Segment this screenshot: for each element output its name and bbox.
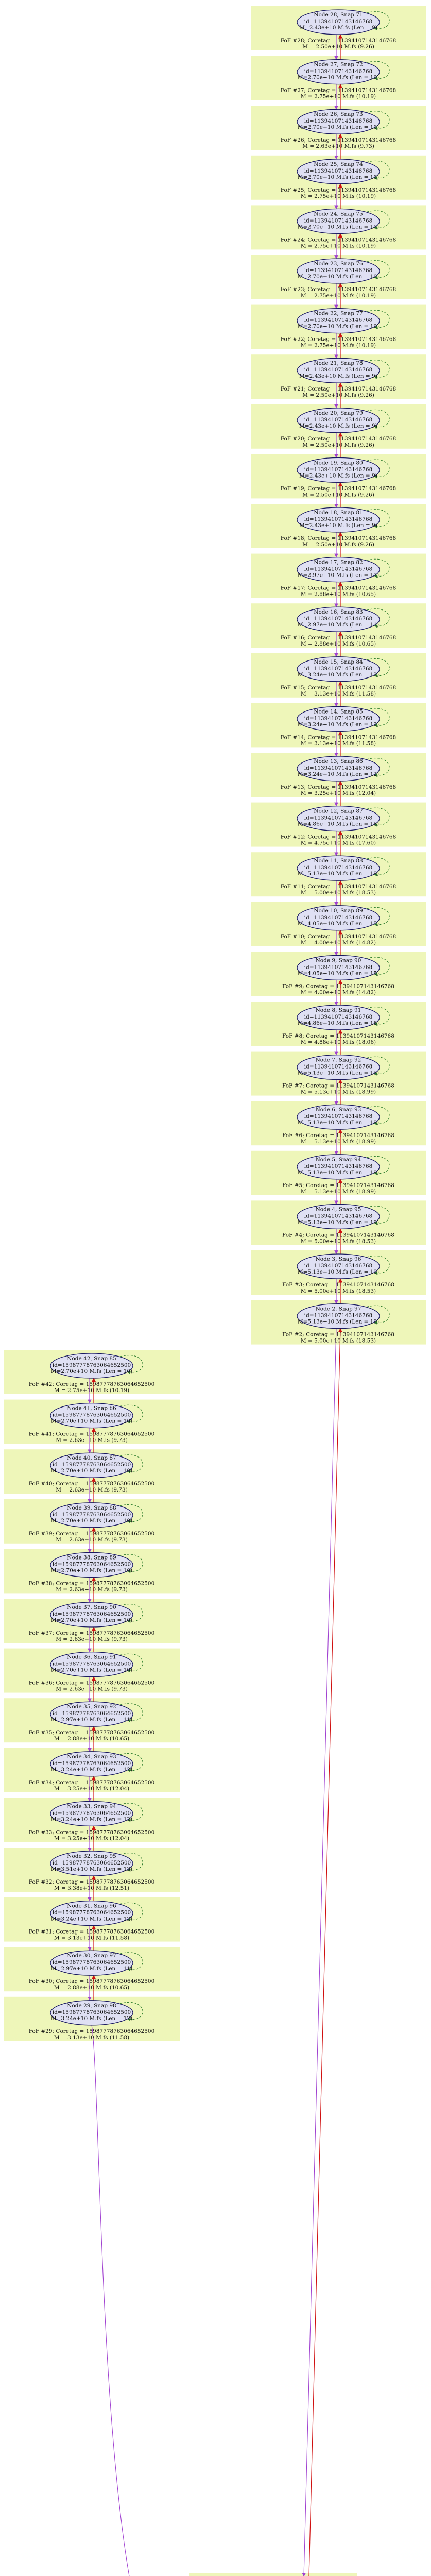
node-id: id=11394107143146768 — [304, 267, 373, 274]
node-id: id=15987778763064652500 — [52, 1959, 131, 1966]
node-mass: M=2.70e+10 M.fs (Len = 10) — [297, 174, 380, 180]
fof-mass: M = 2.75e+10 M.fs (10.19) — [300, 243, 376, 249]
fof-mass: M = 2.88e+10 M.fs (10.65) — [300, 641, 376, 648]
fof-mass: M = 2.88e+10 M.fs (10.65) — [54, 1736, 130, 1742]
fof-mass: M = 2.63e+10 M.fs (9.73) — [56, 1686, 128, 1692]
node-id: id=15987778763064652500 — [52, 1611, 131, 1617]
fof-mass: M = 2.50e+10 M.fs (9.26) — [302, 541, 374, 548]
node-title: Node 19, Snap 80 — [314, 460, 363, 466]
tree-node[interactable] — [297, 557, 380, 582]
node-mass: M=2.97e+10 M.fs (Len = 11) — [50, 1717, 133, 1723]
tree-node[interactable] — [297, 159, 380, 184]
descendant-edge — [309, 1329, 340, 2576]
node-id: id=15987778763064652500 — [52, 1710, 131, 1717]
fof-mass: M = 5.13e+10 M.fs (18.99) — [300, 1139, 376, 1145]
fof-mass: M = 3.38e+10 M.fs (12.51) — [54, 1885, 130, 1891]
tree-node[interactable] — [297, 1304, 380, 1329]
node-id: id=11394107143146768 — [304, 416, 373, 423]
fof-label: FoF #9; Coretag = 11394107143146768 — [282, 983, 394, 990]
fof-label: FoF #11; Coretag = 11394107143146768 — [280, 884, 396, 890]
fof-mass: M = 5.00e+10 M.fs (18.53) — [300, 1337, 376, 1344]
fof-mass: M = 2.63e+10 M.fs (9.73) — [302, 143, 374, 150]
node-id: id=15987778763064652500 — [52, 1561, 131, 1568]
node-id: id=11394107143146768 — [304, 865, 373, 871]
node-id: id=11394107143146768 — [304, 317, 373, 324]
fof-mass: M = 2.50e+10 M.fs (9.26) — [302, 44, 374, 50]
node-id: id=11394107143146768 — [304, 516, 373, 522]
tree-node[interactable] — [50, 1801, 133, 1826]
fof-mass: M = 2.75e+10 M.fs (10.19) — [54, 1387, 130, 1394]
fof-label: FoF #34; Coretag = 15987778763064652500 — [28, 1779, 155, 1786]
node-mass: M=2.43e+10 M.fs (Len = 9) — [299, 373, 377, 380]
tree-node[interactable] — [297, 756, 380, 781]
fof-mass: M = 3.13e+10 M.fs (11.58) — [54, 2034, 130, 2041]
tree-node[interactable] — [297, 60, 380, 84]
fof-label: FoF #7; Coretag = 11394107143146768 — [282, 1082, 394, 1089]
node-title: Node 40, Snap 87 — [67, 1455, 116, 1462]
tree-node[interactable] — [50, 1503, 133, 1528]
node-mass: M=2.70e+10 M.fs (Len = 10) — [50, 1517, 133, 1524]
node-mass: M=3.24e+10 M.fs (Len = 12) — [50, 2015, 133, 2022]
fof-label: FoF #10; Coretag = 11394107143146768 — [280, 933, 396, 940]
fof-label: FoF #33; Coretag = 15987778763064652500 — [28, 1829, 155, 1836]
fof-mass: M = 2.63e+10 M.fs (9.73) — [56, 1586, 128, 1593]
fof-label: FoF #21; Coretag = 11394107143146768 — [280, 386, 396, 393]
tree-node[interactable] — [297, 507, 380, 532]
fof-mass: M = 3.13e+10 M.fs (11.58) — [54, 1935, 130, 1941]
node-mass: M=3.24e+10 M.fs (Len = 12) — [297, 671, 380, 678]
fof-mass: M = 2.63e+10 M.fs (9.73) — [56, 1437, 128, 1444]
node-title: Node 15, Snap 84 — [314, 658, 363, 665]
tree-node[interactable] — [297, 955, 380, 980]
node-title: Node 16, Snap 83 — [314, 609, 363, 616]
fof-mass: M = 2.88e+10 M.fs (10.65) — [300, 591, 376, 598]
node-mass: M=2.70e+10 M.fs (Len = 10) — [50, 1567, 133, 1574]
fof-label: FoF #16; Coretag = 11394107143146768 — [280, 635, 396, 641]
node-id: id=11394107143146768 — [304, 616, 373, 622]
node-title: Node 36, Snap 91 — [67, 1654, 116, 1660]
tree-node[interactable] — [297, 657, 380, 682]
tree-node[interactable] — [297, 806, 380, 831]
node-id: id=11394107143146768 — [304, 815, 373, 821]
fof-mass: M = 3.25e+10 M.fs (12.04) — [54, 1785, 130, 1792]
tree-node[interactable] — [297, 706, 380, 731]
fof-mass: M = 5.00e+10 M.fs (18.53) — [300, 1288, 376, 1294]
fof-mass: M = 4.00e+10 M.fs (14.82) — [300, 939, 376, 946]
node-mass: M=5.13e+10 M.fs (Len = 19) — [297, 1318, 380, 1325]
fof-mass: M = 2.75e+10 M.fs (10.19) — [300, 293, 376, 299]
fof-label: FoF #15; Coretag = 11394107143146768 — [280, 684, 396, 691]
node-id: id=11394107143146768 — [304, 1213, 373, 1219]
fof-label: FoF #17; Coretag = 11394107143146768 — [280, 585, 396, 591]
fof-label: FoF #18; Coretag = 11394107143146768 — [280, 535, 396, 541]
progenitor-edge — [304, 1329, 336, 2576]
node-mass: M=3.51e+10 M.fs (Len = 13) — [50, 1866, 133, 1872]
node-title: Node 22, Snap 77 — [314, 310, 363, 317]
node-title: Node 30, Snap 97 — [67, 1953, 116, 1959]
fof-label: FoF #29; Coretag = 15987778763064652500 — [28, 2028, 155, 2035]
fof-label: FoF #39; Coretag = 15987778763064652500 — [28, 1530, 155, 1537]
node-id: id=15987778763064652500 — [52, 1860, 131, 1866]
fof-mass: M = 2.63e+10 M.fs (9.73) — [56, 1536, 128, 1543]
fof-mass: M = 5.13e+10 M.fs (18.99) — [300, 1188, 376, 1195]
node-mass: M=2.70e+10 M.fs (Len = 10) — [50, 1667, 133, 1673]
node-id: id=11394107143146768 — [304, 1263, 373, 1269]
node-mass: M=5.13e+10 M.fs (Len = 19) — [297, 1120, 380, 1126]
tree-node[interactable] — [297, 358, 380, 383]
node-title: Node 23, Snap 76 — [314, 261, 363, 267]
tree-node[interactable] — [297, 1204, 380, 1229]
tree-node[interactable] — [297, 1254, 380, 1279]
node-mass: M=3.24e+10 M.fs (Len = 12) — [297, 721, 380, 728]
fof-label: FoF #22; Coretag = 11394107143146768 — [280, 336, 396, 343]
node-title: Node 17, Snap 82 — [314, 559, 363, 566]
node-mass: M=3.24e+10 M.fs (Len = 12) — [50, 1766, 133, 1773]
node-id: id=11394107143146768 — [304, 566, 373, 572]
node-title: Node 42, Snap 85 — [67, 1355, 116, 1362]
node-title: Node 5, Snap 94 — [315, 1156, 361, 1163]
fof-mass: M = 2.63e+10 M.fs (9.73) — [56, 1487, 128, 1494]
node-id: id=11394107143146768 — [304, 217, 373, 224]
node-title: Node 12, Snap 87 — [314, 808, 363, 815]
tree-node[interactable] — [297, 1105, 380, 1129]
node-title: Node 4, Snap 95 — [315, 1206, 361, 1213]
node-title: Node 3, Snap 96 — [315, 1256, 361, 1262]
fof-label: FoF #42; Coretag = 15987778763064652500 — [28, 1381, 155, 1387]
fof-label: FoF #20; Coretag = 11394107143146768 — [280, 435, 396, 442]
tree-node[interactable] — [297, 309, 380, 333]
node-id: id=15987778763064652500 — [52, 1810, 131, 1817]
node-title: Node 27, Snap 72 — [314, 61, 363, 68]
node-title: Node 32, Snap 95 — [67, 1853, 116, 1859]
fof-label: FoF #31; Coretag = 15987778763064652500 — [28, 1928, 155, 1935]
node-mass: M=2.43e+10 M.fs (Len = 9) — [299, 522, 377, 529]
node-title: Node 9, Snap 90 — [315, 957, 361, 964]
tree-node[interactable] — [297, 906, 380, 930]
node-mass: M=2.43e+10 M.fs (Len = 9) — [299, 422, 377, 429]
tree-node[interactable] — [50, 1901, 133, 1926]
node-id: id=11394107143146768 — [304, 665, 373, 672]
tree-node[interactable] — [50, 1951, 133, 1975]
node-id: id=11394107143146768 — [304, 715, 373, 722]
node-id: id=11394107143146768 — [304, 1163, 373, 1170]
fof-mass: M = 2.63e+10 M.fs (9.73) — [56, 1636, 128, 1642]
node-id: id=15987778763064652500 — [52, 1412, 131, 1418]
node-id: id=11394107143146768 — [304, 1063, 373, 1070]
node-title: Node 2, Snap 97 — [315, 1306, 361, 1312]
tree-node[interactable] — [50, 1702, 133, 1726]
node-mass: M=5.13e+10 M.fs (Len = 19) — [297, 1269, 380, 1275]
tree-node[interactable] — [50, 1851, 133, 1876]
node-mass: M=2.97e+10 M.fs (Len = 11) — [297, 572, 380, 579]
node-title: Node 33, Snap 94 — [67, 1803, 116, 1810]
node-title: Node 37, Snap 90 — [67, 1604, 116, 1611]
fof-label: FoF #35; Coretag = 15987778763064652500 — [28, 1730, 155, 1736]
fof-label: FoF #4; Coretag = 11394107143146768 — [282, 1232, 394, 1239]
node-title: Node 38, Snap 89 — [67, 1554, 116, 1561]
node-mass: M=2.97e+10 M.fs (Len = 11) — [297, 622, 380, 629]
tree-node[interactable] — [50, 2001, 133, 2025]
node-id: id=11394107143146768 — [304, 68, 373, 75]
node-mass: M=2.70e+10 M.fs (Len = 10) — [50, 1368, 133, 1375]
node-mass: M=4.05e+10 M.fs (Len = 15) — [297, 970, 380, 977]
fof-mass: M = 2.50e+10 M.fs (9.26) — [302, 392, 374, 399]
node-mass: M=2.70e+10 M.fs (Len = 10) — [297, 74, 380, 81]
node-mass: M=2.70e+10 M.fs (Len = 10) — [297, 224, 380, 230]
tree-node[interactable] — [297, 457, 380, 482]
fof-mass: M = 5.13e+10 M.fs (18.99) — [300, 1089, 376, 1095]
fof-mass: M = 3.13e+10 M.fs (11.58) — [300, 690, 376, 697]
fof-label: FoF #12; Coretag = 11394107143146768 — [280, 834, 396, 840]
node-id: id=11394107143146768 — [304, 1113, 373, 1120]
tree-node[interactable] — [297, 109, 380, 134]
fof-label: FoF #41; Coretag = 15987778763064652500 — [28, 1431, 155, 1437]
fof-mass: M = 2.75e+10 M.fs (10.19) — [300, 342, 376, 349]
node-id: id=11394107143146768 — [304, 964, 373, 971]
node-mass: M=2.70e+10 M.fs (Len = 10) — [50, 1617, 133, 1623]
node-id: id=11394107143146768 — [304, 914, 373, 921]
fof-label: FoF #32; Coretag = 15987778763064652500 — [28, 1879, 155, 1885]
node-id: id=15987778763064652500 — [52, 1462, 131, 1468]
node-mass: M=2.43e+10 M.fs (Len = 9) — [299, 472, 377, 479]
tree-node[interactable] — [50, 1353, 133, 1378]
node-id: id=15987778763064652500 — [52, 1909, 131, 1916]
node-title: Node 39, Snap 88 — [67, 1504, 116, 1511]
fof-mass: M = 4.88e+10 M.fs (18.06) — [300, 1039, 376, 1045]
node-title: Node 31, Snap 96 — [67, 1903, 116, 1909]
node-mass: M=5.13e+10 M.fs (Len = 19) — [297, 871, 380, 877]
node-mass: M=4.86e+10 M.fs (Len = 18) — [297, 1020, 380, 1026]
node-id: id=15987778763064652500 — [52, 1362, 131, 1368]
fof-label: FoF #38; Coretag = 15987778763064652500 — [28, 1580, 155, 1587]
fof-label: FoF #36; Coretag = 15987778763064652500 — [28, 1680, 155, 1686]
node-id: id=11394107143146768 — [304, 19, 373, 25]
tree-node[interactable] — [297, 1155, 380, 1179]
fof-label: FoF #8; Coretag = 11394107143146768 — [282, 1033, 394, 1039]
node-id: id=11394107143146768 — [304, 1014, 373, 1020]
node-title: Node 10, Snap 89 — [314, 907, 363, 914]
tree-node[interactable] — [297, 209, 380, 233]
node-id: id=11394107143146768 — [304, 167, 373, 174]
node-mass: M=2.70e+10 M.fs (Len = 10) — [297, 323, 380, 330]
node-mass: M=2.70e+10 M.fs (Len = 10) — [297, 274, 380, 280]
node-mass: M=4.05e+10 M.fs (Len = 15) — [297, 920, 380, 927]
node-mass: M=5.13e+10 M.fs (Len = 19) — [297, 1070, 380, 1076]
node-mass: M=5.13e+10 M.fs (Len = 19) — [297, 1169, 380, 1176]
fof-label: FoF #5; Coretag = 11394107143146768 — [282, 1182, 394, 1189]
node-mass: M=2.70e+10 M.fs (Len = 10) — [297, 124, 380, 131]
node-id: id=11394107143146768 — [304, 118, 373, 125]
node-mass: M=3.24e+10 M.fs (Len = 12) — [50, 1816, 133, 1823]
progenitor-edge — [92, 2025, 170, 2576]
fof-mass: M = 2.50e+10 M.fs (9.26) — [302, 492, 374, 498]
node-title: Node 24, Snap 75 — [314, 211, 363, 217]
tree-node[interactable] — [297, 1055, 380, 1080]
node-mass: M=2.43e+10 M.fs (Len = 9) — [299, 25, 377, 31]
fof-mass: M = 4.75e+10 M.fs (17.60) — [300, 840, 376, 846]
node-title: Node 34, Snap 93 — [67, 1753, 116, 1760]
fof-cluster-box — [189, 2573, 357, 2576]
node-mass: M=4.86e+10 M.fs (Len = 18) — [297, 821, 380, 827]
fof-label: FoF #13; Coretag = 11394107143146768 — [280, 784, 396, 790]
node-title: Node 35, Snap 92 — [67, 1704, 116, 1710]
node-id: id=11394107143146768 — [304, 1312, 373, 1319]
node-title: Node 20, Snap 79 — [314, 410, 363, 416]
tree-node[interactable] — [297, 10, 380, 35]
fof-label: FoF #28; Coretag = 11394107143146768 — [280, 38, 396, 44]
fof-label: FoF #37; Coretag = 15987778763064652500 — [28, 1630, 155, 1636]
fof-cluster — [189, 2573, 357, 2576]
fof-mass: M = 5.00e+10 M.fs (18.53) — [300, 1238, 376, 1245]
tree-node[interactable] — [50, 1552, 133, 1577]
node-mass: M=3.24e+10 M.fs (Len = 12) — [297, 771, 380, 777]
node-mass: M=2.70e+10 M.fs (Len = 10) — [50, 1418, 133, 1425]
node-mass: M=2.97e+10 M.fs (Len = 11) — [50, 1965, 133, 1972]
tree-node[interactable] — [50, 1752, 133, 1776]
node-id: id=15987778763064652500 — [52, 2009, 131, 2015]
node-mass: M=3.24e+10 M.fs (Len = 12) — [50, 1916, 133, 1922]
fof-label: FoF #40; Coretag = 15987778763064652500 — [28, 1481, 155, 1487]
fof-mass: M = 2.75e+10 M.fs (10.19) — [300, 193, 376, 199]
fof-label: FoF #14; Coretag = 11394107143146768 — [280, 734, 396, 741]
fof-mass: M = 4.00e+10 M.fs (14.82) — [300, 989, 376, 996]
fof-label: FoF #23; Coretag = 11394107143146768 — [280, 286, 396, 293]
fof-label: FoF #27; Coretag = 11394107143146768 — [280, 87, 396, 94]
fof-label: FoF #25; Coretag = 11394107143146768 — [280, 187, 396, 193]
node-id: id=15987778763064652500 — [52, 1511, 131, 1518]
tree-node[interactable] — [297, 856, 380, 880]
tree-node[interactable] — [297, 259, 380, 283]
node-title: Node 29, Snap 98 — [67, 2002, 116, 2009]
fof-label: FoF #2; Coretag = 11394107143146768 — [282, 1331, 394, 1338]
fof-mass: M = 2.75e+10 M.fs (10.19) — [300, 93, 376, 100]
node-title: Node 28, Snap 71 — [314, 12, 363, 18]
node-mass: M=2.70e+10 M.fs (Len = 10) — [50, 1468, 133, 1475]
node-id: id=15987778763064652500 — [52, 1660, 131, 1667]
node-title: Node 14, Snap 85 — [314, 708, 363, 715]
node-id: id=11394107143146768 — [304, 466, 373, 473]
node-title: Node 18, Snap 81 — [314, 510, 363, 516]
tree-node[interactable] — [297, 607, 380, 632]
tree-node[interactable] — [50, 1453, 133, 1478]
fof-label: FoF #19; Coretag = 11394107143146768 — [280, 485, 396, 492]
tree-node[interactable] — [50, 1403, 133, 1428]
fof-mass: M = 3.25e+10 M.fs (12.04) — [300, 790, 376, 796]
node-title: Node 41, Snap 86 — [67, 1405, 116, 1412]
fof-mass: M = 5.00e+10 M.fs (18.53) — [300, 890, 376, 896]
fof-mass: M = 2.88e+10 M.fs (10.65) — [54, 1985, 130, 1991]
node-title: Node 6, Snap 93 — [315, 1107, 361, 1113]
node-title: Node 7, Snap 92 — [315, 1057, 361, 1063]
node-title: Node 13, Snap 86 — [314, 758, 363, 765]
fof-mass: M = 3.25e+10 M.fs (12.04) — [54, 1835, 130, 1842]
tree-node[interactable] — [297, 408, 380, 433]
node-title: Node 8, Snap 91 — [315, 1007, 361, 1013]
node-id: id=11394107143146768 — [304, 765, 373, 771]
fof-mass: M = 3.13e+10 M.fs (11.58) — [300, 740, 376, 747]
node-id: id=11394107143146768 — [304, 367, 373, 374]
node-title: Node 11, Snap 88 — [314, 858, 363, 865]
node-title: Node 21, Snap 78 — [314, 360, 363, 367]
node-mass: M=5.13e+10 M.fs (Len = 19) — [297, 1219, 380, 1226]
node-id: id=15987778763064652500 — [52, 1760, 131, 1767]
node-title: Node 26, Snap 73 — [314, 111, 363, 118]
fof-mass: M = 2.50e+10 M.fs (9.26) — [302, 442, 374, 448]
fof-label: FoF #3; Coretag = 11394107143146768 — [282, 1282, 394, 1288]
fof-label: FoF #30; Coretag = 15987778763064652500 — [28, 1978, 155, 1985]
tree-node[interactable] — [297, 1005, 380, 1030]
fof-label: FoF #6; Coretag = 11394107143146768 — [282, 1132, 394, 1139]
fof-label: FoF #24; Coretag = 11394107143146768 — [280, 236, 396, 243]
node-title: Node 25, Snap 74 — [314, 161, 363, 167]
tree-node[interactable] — [50, 1602, 133, 1627]
fof-label: FoF #26; Coretag = 11394107143146768 — [280, 137, 396, 144]
tree-node[interactable] — [50, 1652, 133, 1677]
